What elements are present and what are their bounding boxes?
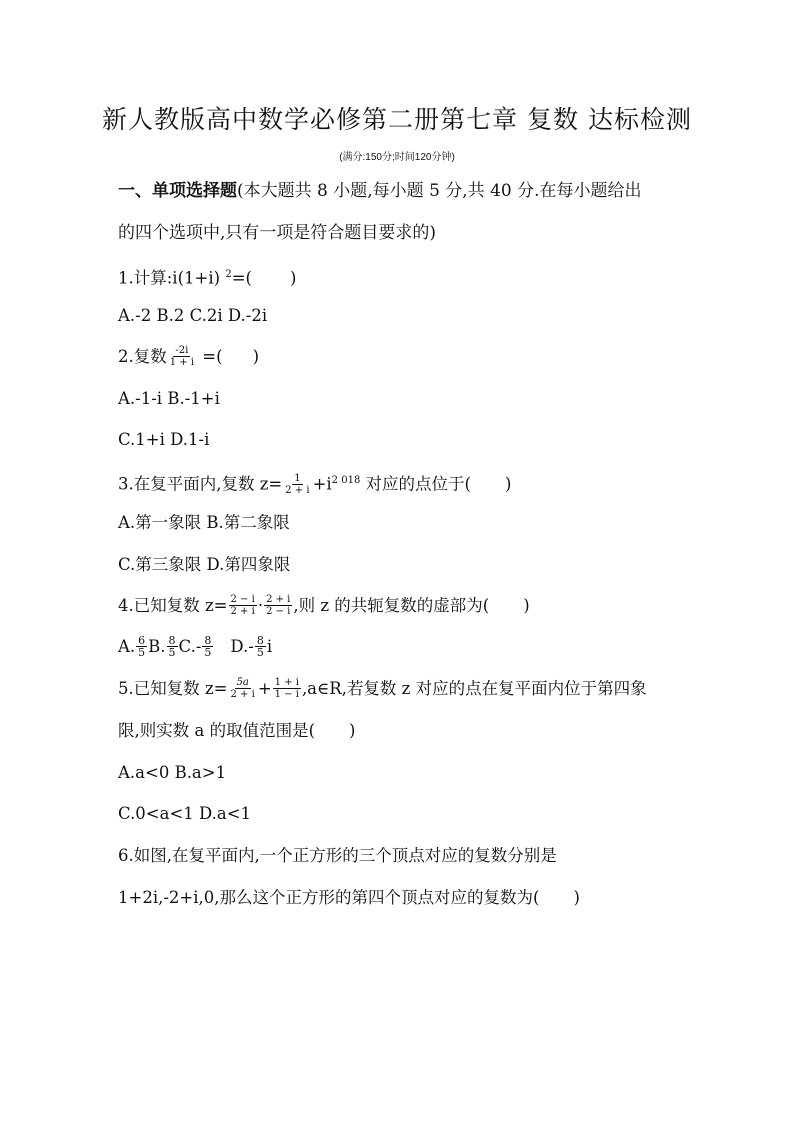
question-3 <box>118 470 511 497</box>
q2-options-1: A.-1-i B.-1+i <box>118 389 220 408</box>
q5-denominator-1: 2 + i <box>230 689 255 700</box>
q4-option-d-tail: i <box>266 637 273 656</box>
q4-option-c-frac <box>202 635 213 658</box>
q1-options: A.-2 B.2 C.2i D.-2i <box>118 306 268 325</box>
q3-tail: 对应的点位于( <box>360 474 471 494</box>
q5-plus: + <box>257 679 272 698</box>
q4-option-a-frac <box>136 635 147 658</box>
q4-numerator-1: 2 − i <box>230 594 255 605</box>
section-heading: 一、单项选择题 <box>118 181 237 201</box>
q3-options-2: C.第三象限 D.第四象限 <box>118 555 291 574</box>
q4-option-d-label: D.- <box>230 637 254 656</box>
q2-options-2: C.1+i D.1-i <box>118 430 210 449</box>
q4-b-num: 8 <box>168 634 176 647</box>
q5-options-2: C.0<a<1 D.a<1 <box>118 804 252 823</box>
q3-fraction <box>283 473 311 496</box>
q4-fraction-2 <box>264 594 292 617</box>
q4-denominator-1: 2 + i <box>230 606 255 617</box>
q3-numerator: 1 <box>294 472 301 484</box>
q3-close: ) <box>505 474 512 494</box>
q2-fraction <box>168 345 196 368</box>
q5-fraction-2 <box>273 677 301 700</box>
q1-text: 1.计算:i(1+i) <box>118 268 221 288</box>
question-1 <box>118 264 296 290</box>
q1-exponent: 2 <box>225 269 232 280</box>
section-desc-2: 的四个选项中,只有一项是符合题目要求的) <box>118 223 437 243</box>
q6-line-1: 6.如图,在复平面内,一个正方形的三个顶点对应的复数分别是 <box>118 846 557 865</box>
q4-options <box>118 636 272 659</box>
q4-dot: · <box>257 596 264 615</box>
q3-denominator: 2 + i <box>285 484 310 496</box>
q1-close: ) <box>289 268 297 288</box>
q5-numerator-1: 5a <box>236 677 249 688</box>
q4-c-den: 5 <box>204 646 212 659</box>
page-title: 新人教版高中数学必修第二册第七章 复数 达标检测 <box>102 105 692 134</box>
section-heading-line <box>118 180 642 202</box>
q1-tail: =( <box>231 268 252 288</box>
q3-options-1: A.第一象限 B.第二象限 <box>118 513 290 532</box>
q4-option-d-frac <box>255 635 266 658</box>
q4-option-b-frac <box>167 635 178 658</box>
q4-a-num: 6 <box>138 634 146 647</box>
q4-tail: ,则 z 的共轭复数的虚部为( <box>293 596 490 615</box>
q4-option-a-label: A. <box>118 637 136 656</box>
q4-fraction-1 <box>229 594 257 617</box>
q4-pre: 4.已知复数 z= <box>118 596 228 615</box>
q5-line2-text: 限,则实数 a 的取值范围是( <box>118 721 316 740</box>
q4-option-b-label: B. <box>148 637 166 656</box>
q5-close: ) <box>349 721 356 740</box>
q3-exponent: 2 018 <box>331 475 361 486</box>
q2-pre: 2.复数 <box>118 347 167 366</box>
q2-tail: =( <box>197 347 223 366</box>
q4-b-den: 5 <box>168 646 176 659</box>
question-2 <box>118 346 259 369</box>
q5-fraction-1 <box>229 677 257 700</box>
q2-close: ) <box>252 347 259 366</box>
q5-tail: ,a∈R,若复数 z 对应的点在复平面内位于第四象 <box>301 679 647 698</box>
q6-close: ) <box>573 888 580 907</box>
page-subtitle: (满分:150分;时间120分钟) <box>339 152 455 163</box>
q4-option-c-label: C.- <box>178 637 202 656</box>
q4-denominator-2: 2 − i <box>266 606 291 617</box>
question-5 <box>118 678 647 701</box>
q2-numerator: -2i <box>175 345 189 356</box>
q5-pre: 5.已知复数 z= <box>118 679 228 698</box>
q5-numerator-2: 1 + i <box>274 677 299 688</box>
q5-line-2 <box>118 720 355 742</box>
q3-pre: 3.在复平面内,复数 z= <box>118 474 283 494</box>
q5-options-1: A.a<0 B.a>1 <box>118 763 227 782</box>
q6-line-2 <box>118 887 580 909</box>
question-4 <box>118 595 530 618</box>
q4-close: ) <box>523 596 530 615</box>
q4-d-num: 8 <box>256 634 264 647</box>
q4-numerator-2: 2 + i <box>266 594 291 605</box>
q6-line2-text: 1+2i,-2+i,0,那么这个正方形的第四个顶点对应的复数为( <box>118 888 540 907</box>
section-desc-1: (本大题共 8 小题,每小题 5 分,共 40 分.在每小题给出 <box>237 181 642 201</box>
q4-a-den: 5 <box>138 646 146 659</box>
q3-mid: +i <box>312 474 332 494</box>
q5-denominator-2: 1 − i <box>274 689 299 700</box>
q2-denominator: 1 + i <box>169 357 195 368</box>
q4-c-num: 8 <box>204 634 212 647</box>
q4-d-den: 5 <box>256 646 264 659</box>
